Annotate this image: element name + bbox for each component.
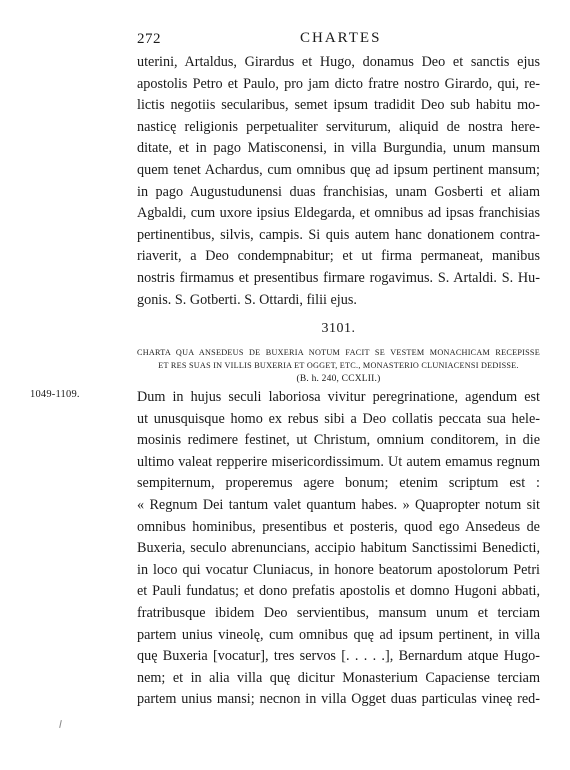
- text-line: in loco qui vocatur Cluniacus, in honore beatorum apostolorum Petri: [137, 561, 540, 578]
- charter-text: [137, 387, 540, 711]
- charter-title-line: ET RES SUAS IN VILLIS BUXERIA ET OGGET, ETC., MONASTERIO CLUNIACENSI DEDISSE.: [158, 360, 519, 370]
- text-line: nasticę religionis perpetualiter serviturum, aliquid de nostra here-: [137, 118, 540, 135]
- text-line: mosinis redimere festinet, ut Christum, omnium conditorem, in die: [137, 432, 540, 449]
- text-line: quę Buxeria [vocatur], tres servos [. . . . .], Bernardum atque Hugo-: [137, 648, 540, 665]
- text-line: lictis negotiis secularibus, semet ipsum tradidit Deo sub habitu mo-: [137, 97, 540, 114]
- charter-title-line: CHARTA QUA ANSEDEUS DE BUXERIA NOTUM FACIT SE VESTEM MONACHICAM RECEPISSE: [137, 348, 540, 357]
- text-line: partem unius vineolę, cum omnibus quę ad ipsum pertinent, in villa: [137, 626, 540, 643]
- text-line: omnibus hominibus, presentibus et posteris, quod ego Ansedeus de: [137, 518, 540, 535]
- previous-charter-text: [137, 52, 540, 311]
- text-line: fratribusque ibidem Deo servientibus, mansum unum et terciam: [137, 604, 540, 621]
- text-line: uterini, Artaldus, Girardus et Hugo, donamus Deo et sanctis ejus: [137, 54, 540, 70]
- text-line: ultimo valeat repperire misericordissimum. Ut autem emamus regnum: [137, 453, 540, 470]
- running-head: CHARTES: [300, 30, 382, 46]
- page-number: 272: [137, 31, 161, 47]
- text-line: riaverit, a Deo condempnabitur; et ut firma permaneat, manibus: [137, 248, 540, 265]
- text-line: et Pauli fundatus; et dono prefatis apostolis et domno Hugoni abbati,: [137, 583, 540, 600]
- margin-date: 1049-1109.: [30, 389, 80, 400]
- charter-title: [137, 347, 540, 372]
- source-reference: (B. h. 240, CCXLII.): [296, 374, 381, 384]
- text-line: partem unius mansi; necnon in villa Ogget duas particulas vineę red-: [137, 691, 540, 708]
- text-line: Agbaldi, cum uxore ipsius Eldegarda, et omnibus ad ipsas franchisias: [137, 205, 540, 222]
- text-line: ut unusquisque homo ex rebus sibi a Deo collatis peccata sua hele-: [137, 410, 540, 427]
- text-line: pertinentibus, silvis, campis. Si quis autem hanc donationem contra-: [137, 226, 540, 243]
- text-line: nostris firmamus et presentibus firmare rogavimus. S. Artaldi. S. Hu-: [137, 269, 540, 286]
- text-line: in pago Augustudunensi duas franchisias, unam Gosberti et aliam: [137, 183, 540, 200]
- text-line: « Regnum Dei tantum valet quantum habes. » Quapropter notum sit: [137, 496, 540, 513]
- text-line: quem tenet Achardus, cum omnibus quę ad ipsum pertinent mansum;: [137, 161, 540, 178]
- text-line: sempiternum, properemus agere bonum; etenim scriptum est :: [137, 475, 540, 492]
- text-line: Buxeria, seculo abrenuncians, accipio habitum Sanctissimi Benedicti,: [137, 540, 540, 557]
- text-line: apostolis Petro et Paulo, pro jam dicto fratre nostro Girardo, qui, re-: [137, 75, 540, 92]
- text-line: gonis. S. Gotberti. S. Ottardi, filii ejus.: [137, 291, 357, 308]
- text-line: ditate, et in pago Matisconensi, in villa Burgundia, unum mansum: [137, 140, 540, 157]
- text-line: nem; et in alia villa quę dicitur Monasterium Capaciense terciam: [137, 669, 540, 686]
- stray-mark: [59, 720, 62, 728]
- charter-number: 3101.: [321, 321, 356, 336]
- text-line: Dum in hujus seculi laboriosa vivitur peregrinatione, agendum est: [137, 389, 540, 405]
